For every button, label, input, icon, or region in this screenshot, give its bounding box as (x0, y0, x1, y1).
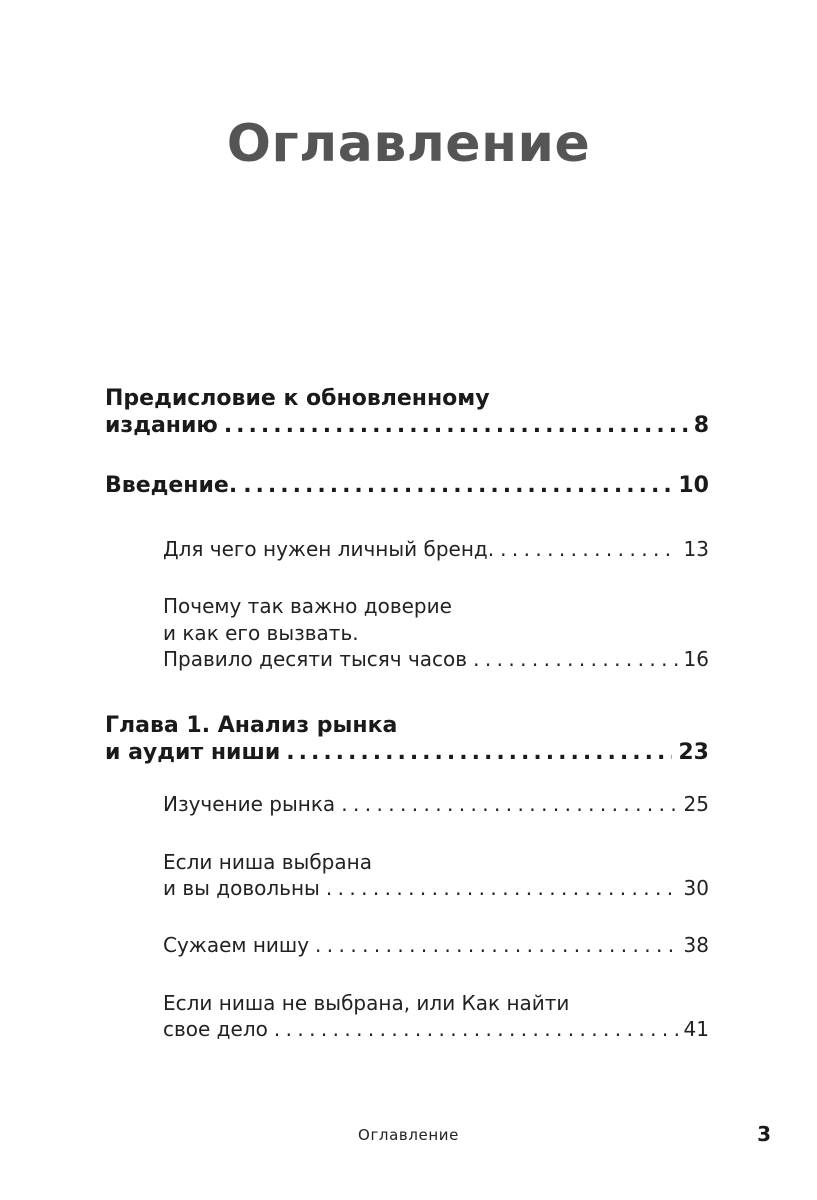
toc-entry-line: свое дело (163, 1017, 268, 1041)
toc-entry-line: и как его вызвать. (163, 621, 359, 645)
toc-entry-line: Для чего нужен личный бренд. (163, 537, 495, 561)
toc-page-number: 16 (683, 647, 709, 671)
dot-leader (341, 792, 677, 816)
dot-leader (243, 473, 672, 498)
toc-entry-line: изданию (105, 413, 218, 438)
dot-leader (315, 933, 678, 957)
toc-entry-line: Введение. (105, 473, 238, 498)
toc-page-number: 10 (678, 473, 709, 498)
toc-entry-preface[interactable] (105, 384, 709, 438)
toc-entry-line: Если ниша не выбрана, или Как найти (163, 991, 570, 1015)
toc-page-number: 13 (683, 537, 709, 561)
toc-page-number: 41 (683, 1017, 709, 1041)
toc-entry-personal-brand[interactable] (163, 537, 709, 561)
toc-entry-line: Изучение рынка (163, 792, 336, 816)
toc-entry-narrow-niche[interactable] (163, 933, 709, 957)
toc-entry-line: Правило десяти тысяч часов (163, 647, 468, 671)
toc-entry-market-study[interactable] (163, 792, 709, 816)
dot-leader (274, 1017, 678, 1041)
toc-entry-line: Глава 1. Анализ рынка (105, 713, 398, 738)
toc-entry-line: и вы довольны (163, 876, 320, 900)
toc-entry-trust[interactable] (163, 593, 709, 671)
running-footer-title: Оглавление (358, 1126, 459, 1144)
toc-page-number: 30 (683, 876, 709, 900)
page-title: Оглавление (226, 114, 591, 174)
toc-page-number: 23 (678, 740, 709, 765)
toc-entry-line: и аудит ниши (105, 740, 281, 765)
dot-leader (224, 413, 688, 438)
dot-leader (326, 876, 678, 900)
toc-page-number: 25 (683, 792, 709, 816)
dot-leader (286, 740, 672, 765)
toc-entry-niche-chosen[interactable] (163, 849, 709, 900)
folio-page-number: 3 (757, 1122, 771, 1146)
toc-page-number: 8 (693, 413, 709, 438)
toc-entry-introduction[interactable] (105, 473, 709, 498)
dot-leader (500, 537, 677, 561)
toc-page-number: 38 (683, 933, 709, 957)
toc-entry-line: Сужаем нишу (163, 933, 310, 957)
toc-entry-niche-not-chosen[interactable] (163, 990, 709, 1041)
toc-entry-chapter-1[interactable] (105, 711, 709, 765)
toc-entry-line: Если ниша выбрана (163, 850, 372, 874)
toc-entry-line: Предисловие к обновленному (105, 386, 490, 411)
dot-leader (473, 647, 677, 671)
toc-entry-line: Почему так важно доверие (163, 594, 452, 618)
